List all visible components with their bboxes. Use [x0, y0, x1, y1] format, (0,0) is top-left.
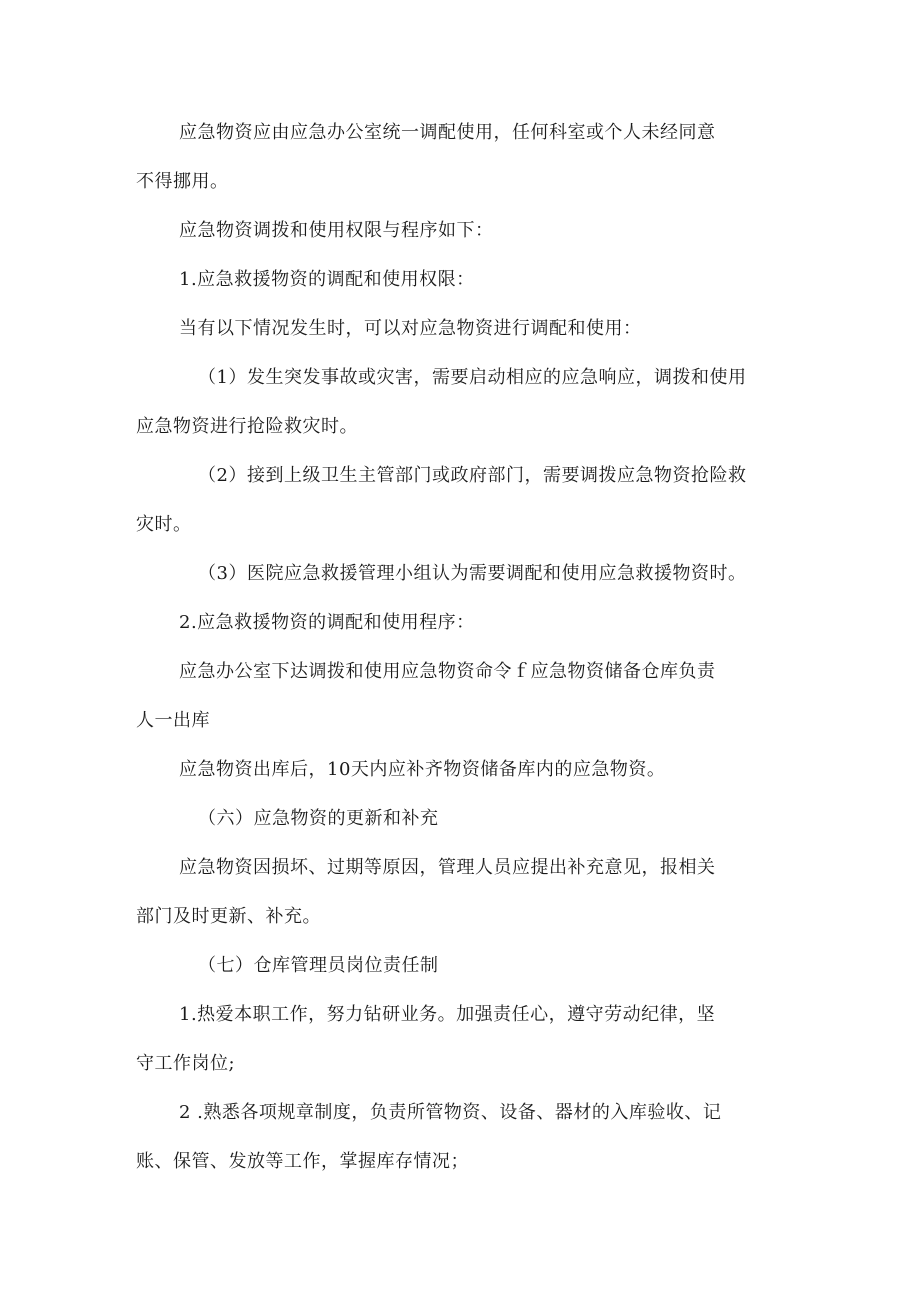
- section-heading-6: （六）应急物资的更新和补充: [198, 808, 439, 829]
- paragraph-4: 当有以下情况发生时，可以对应急物资进行调配和使用：: [179, 318, 642, 339]
- paragraph-1-line-2: 不得挪用。: [136, 171, 229, 192]
- paragraph-1-line-1: 应急物资应由应急办公室统一调配使用，任何科室或个人未经同意: [179, 122, 716, 143]
- paragraph-9-line-2: 人一出库: [136, 710, 210, 731]
- paragraph-9-line-1: 应急办公室下达调拨和使用应急物资命令ｆ应急物资储备仓库负责: [179, 661, 716, 682]
- paragraph-7: （3）医院应急救援管理小组认为需要调配和使用应急救援物资时。: [198, 563, 747, 584]
- paragraph-15-line-2: 账、保管、发放等工作，掌握库存情况；: [136, 1151, 469, 1172]
- paragraph-14-line-2: 守工作岗位;: [136, 1053, 236, 1074]
- paragraph-12-line-2: 部门及时更新、补充。: [136, 906, 321, 927]
- paragraph-2: 应急物资调拨和使用权限与程序如下：: [179, 220, 494, 241]
- paragraph-6-line-1: （2）接到上级卫生主管部门或政府部门，需要调拨应急物资抢险救: [198, 465, 747, 486]
- paragraph-5-line-2: 应急物资进行抢险救灾时。: [136, 416, 358, 437]
- paragraph-12-line-1: 应急物资因损坏、过期等原因，管理人员应提出补充意见，报相关: [179, 857, 716, 878]
- paragraph-3: 1.应急救援物资的调配和使用权限：: [179, 269, 475, 290]
- paragraph-15-line-1: 2 .熟悉各项规章制度，负责所管物资、设备、器材的入库验收、记: [179, 1102, 722, 1123]
- paragraph-8: 2.应急救援物资的调配和使用程序：: [179, 612, 475, 633]
- paragraph-5-line-1: （1）发生突发事故或灾害，需要启动相应的应急响应，调拨和使用: [198, 367, 747, 388]
- paragraph-14-line-1: 1.热爱本职工作，努力钻研业务。加强责任心，遵守劳动纪律，坚: [179, 1004, 716, 1025]
- paragraph-6-line-2: 灾时。: [136, 514, 192, 535]
- paragraph-10: 应急物资出库后，10天内应补齐物资储备库内的应急物资。: [179, 759, 666, 780]
- section-heading-7: （七）仓库管理员岗位责任制: [198, 955, 439, 976]
